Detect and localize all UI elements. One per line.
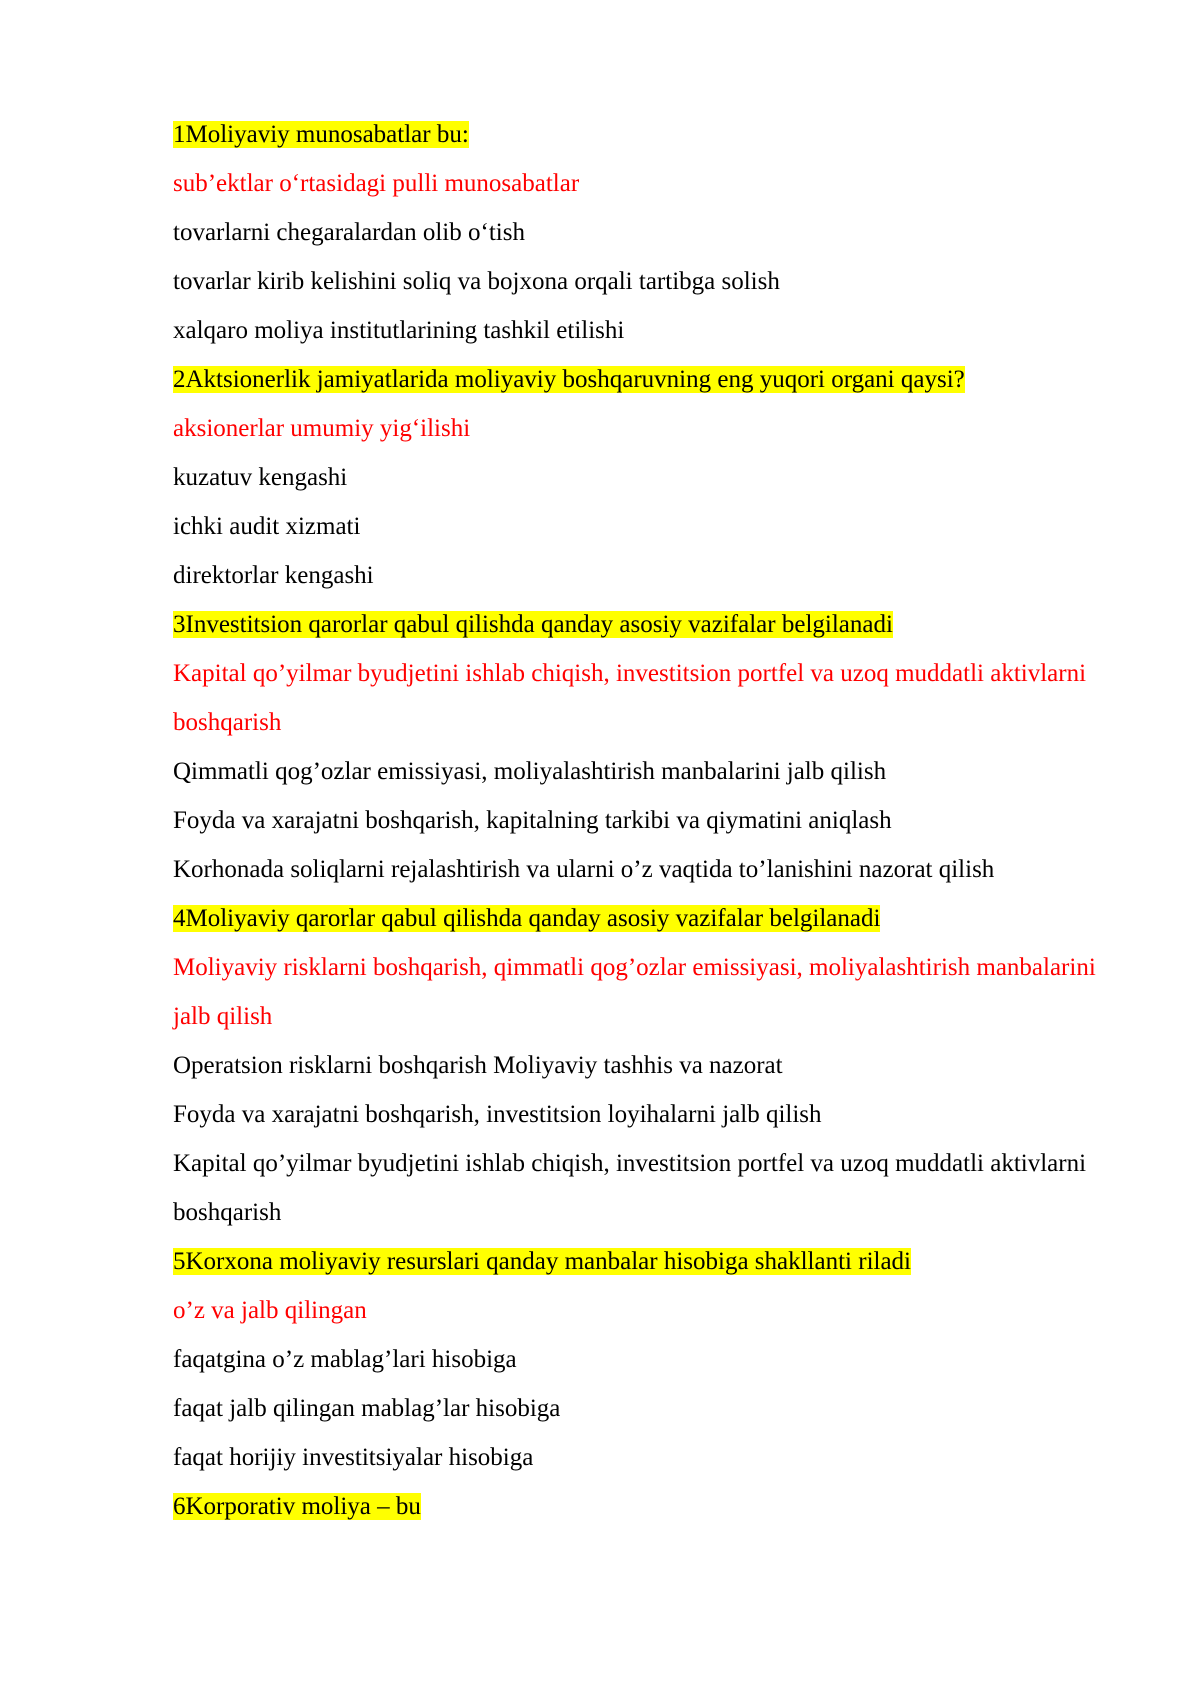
option: Operatsion risklarni boshqarish Moliyaviy tashhis va nazorat — [173, 1052, 783, 1079]
option: faqat horijiy investitsiyalar hisobiga — [173, 1444, 534, 1471]
option: faqat jalb qilingan mablag’lar hisobiga — [173, 1395, 561, 1422]
quiz-content — [173, 110, 1133, 1531]
question-4 — [173, 894, 1133, 943]
option: faqatgina o’z mablag’lari hisobiga — [173, 1346, 517, 1373]
question-text: 2Aktsionerlik jamiyatlarida moliyaviy boshqaruvning eng yuqori organi qaysi? — [173, 366, 965, 393]
question-text: 4Moliyaviy qarorlar qabul qilishda qanday asosiy vazifalar belgilanadi — [173, 905, 881, 932]
question-6 — [173, 1482, 1133, 1531]
option: tovarlar kirib kelishini soliq va bojxona orqali tartibga solish — [173, 268, 780, 295]
option: direktorlar kengashi — [173, 562, 374, 589]
option: Kapital qo’yilmar byudjetini ishlab chiqish, investitsion portfel va uzoq muddatli aktivlarni boshqarish — [173, 1150, 1087, 1226]
question-text: 5Korxona moliyaviy resurslari qanday manbalar hisobiga shakllanti riladi — [173, 1248, 912, 1275]
correct-answer-5: o’z va jalb qilingan — [173, 1297, 367, 1324]
question-text: 3Investitsion qarorlar qabul qilishda qanday asosiy vazifalar belgilanadi — [173, 611, 893, 638]
question-3 — [173, 600, 1133, 649]
question-2 — [173, 355, 1133, 404]
option: Qimmatli qog’ozlar emissiyasi, moliyalashtirish manbalarini jalb qilish — [173, 758, 887, 785]
option: ichki audit xizmati — [173, 513, 361, 540]
question-text: 6Korporativ moliya – bu — [173, 1493, 421, 1520]
correct-answer-2: aksionerlar umumiy yig‘ilishi — [173, 415, 471, 442]
question-text: 1Moliyaviy munosabatlar bu: — [173, 121, 469, 148]
correct-answer-4: Moliyaviy risklarni boshqarish, qimmatli qog’ozlar emissiyasi, moliyalashtirish manbalarini jalb qilish — [173, 954, 1096, 1030]
option: xalqaro moliya institutlarining tashkil etilishi — [173, 317, 625, 344]
question-5 — [173, 1237, 1133, 1286]
option: kuzatuv kengashi — [173, 464, 348, 491]
question-1 — [173, 110, 1133, 159]
option: Foyda va xarajatni boshqarish, investitsion loyihalarni jalb qilish — [173, 1101, 822, 1128]
option: Foyda va xarajatni boshqarish, kapitalning tarkibi va qiymatini aniqlash — [173, 807, 892, 834]
option: tovarlarni chegaralardan olib o‘tish — [173, 219, 525, 246]
option: Korhonada soliqlarni rejalashtirish va ularni o’z vaqtida to’lanishini nazorat qilish — [173, 856, 995, 883]
correct-answer-3: Kapital qo’yilmar byudjetini ishlab chiqish, investitsion portfel va uzoq muddatli aktivlarni boshqarish — [173, 660, 1087, 736]
correct-answer-1: sub’ektlar o‘rtasidagi pulli munosabatlar — [173, 170, 580, 197]
